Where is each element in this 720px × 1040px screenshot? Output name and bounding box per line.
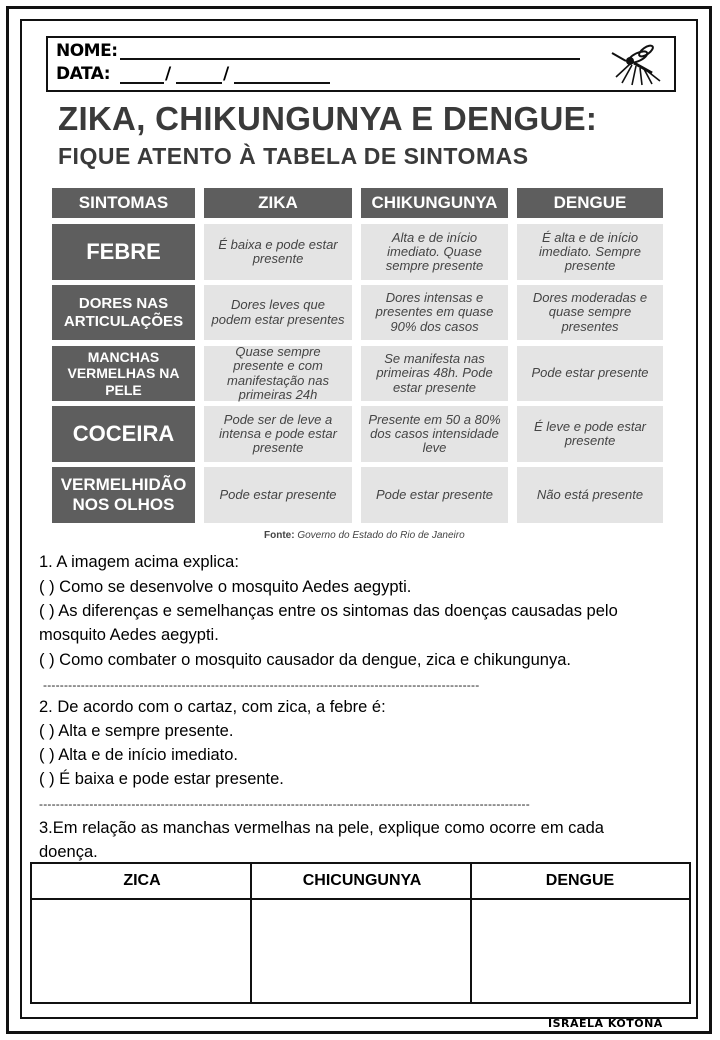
row-header-vermelhidao-olhos: VERMELHIDÃO NOS OLHOS — [52, 467, 195, 523]
answer-cell-zica[interactable] — [32, 900, 250, 1002]
cell-febre-zika: É baixa e pode estar presente — [204, 224, 352, 280]
question-1-option-a[interactable]: ( ) Como se desenvolve o mosquito Aedes aegypti. — [39, 578, 412, 596]
col-header-chikungunya: CHIKUNGUNYA — [361, 188, 508, 218]
separator-1: -------------------------------------------------------------------------------------------------------- — [43, 678, 480, 692]
cell-coceira-dengue: É leve e pode estar presente — [517, 406, 663, 462]
poster-subtitle: FIQUE ATENTO À TABELA DE SINTOMAS — [58, 143, 529, 169]
date-label: DATA: — [56, 64, 110, 84]
author-signature: ISRAELA KOTONA — [548, 1017, 663, 1030]
mosquito-icon — [608, 39, 664, 87]
separator-2: --------------------------------------------------------------------------------------------------------------------- — [39, 797, 530, 811]
col-header-zika: ZIKA — [204, 188, 352, 218]
question-1-option-b[interactable]: ( ) As diferenças e semelhanças entre os sintomas das doenças causadas pelo — [39, 602, 618, 620]
date-slash-2: / — [223, 64, 230, 84]
name-line[interactable] — [120, 58, 580, 60]
answer-header-zica: ZICA — [123, 872, 161, 889]
question-2: 2. De acordo com o cartaz, com zica, a febre é: — [39, 698, 386, 716]
question-2-option-a[interactable]: ( ) Alta e sempre presente. — [39, 722, 234, 740]
source-text: Governo do Estado do Rio de Janeiro — [297, 530, 465, 541]
row-header-manchas-vermelhas: MANCHAS VERMELHAS NA PELE — [52, 346, 195, 401]
date-year-line[interactable] — [234, 82, 330, 84]
cell-dores-zika: Dores leves que podem estar presentes — [204, 285, 352, 340]
answer-cell-chicungunya[interactable] — [252, 900, 470, 1002]
date-slash-1: / — [165, 64, 172, 84]
question-1-option-b-continuation: mosquito Aedes aegypti. — [39, 626, 219, 644]
answer-header-chicungunya: CHICUNGUNYA — [302, 872, 422, 889]
question-3-continuation: doença. — [39, 843, 98, 861]
answer-table — [30, 862, 691, 1004]
answer-header-dengue: DENGUE — [545, 872, 615, 889]
name-date-header — [46, 36, 676, 92]
source-label: Fonte: — [264, 530, 295, 541]
question-2-option-c[interactable]: ( ) É baixa e pode estar presente. — [39, 770, 284, 788]
cell-olhos-chikungunya: Pode estar presente — [361, 467, 508, 523]
cell-dores-chikungunya: Dores intensas e presentes em quase 90% dos casos — [361, 285, 508, 340]
date-day-line[interactable] — [120, 82, 164, 84]
answer-cell-dengue[interactable] — [472, 900, 689, 1002]
cell-manchas-dengue: Pode estar presente — [517, 346, 663, 401]
poster-title: ZIKA, CHIKUNGUNYA E DENGUE: — [58, 100, 598, 137]
col-header-sintomas: SINTOMAS — [52, 188, 195, 218]
question-1: 1. A imagem acima explica: — [39, 553, 239, 571]
date-month-line[interactable] — [176, 82, 222, 84]
cell-manchas-zika: Quase sempre presente e com manifestação nas primeiras 24h — [204, 346, 352, 401]
poster-source — [264, 530, 465, 541]
question-3: 3.Em relação as manchas vermelhas na pele, explique como ocorre em cada — [39, 819, 604, 837]
cell-febre-dengue: É alta e de início imediato. Sempre presente — [517, 224, 663, 280]
cell-febre-chikungunya: Alta e de início imediato. Quase sempre presente — [361, 224, 508, 280]
question-2-option-b[interactable]: ( ) Alta e de início imediato. — [39, 746, 239, 764]
cell-olhos-dengue: Não está presente — [517, 467, 663, 523]
name-label: NOME: — [56, 41, 118, 61]
cell-olhos-zika: Pode estar presente — [204, 467, 352, 523]
row-header-coceira: COCEIRA — [52, 406, 195, 462]
cell-coceira-zika: Pode ser de leve a intensa e pode estar presente — [204, 406, 352, 462]
col-header-dengue: DENGUE — [517, 188, 663, 218]
row-header-dores-articulacoes: DORES NAS ARTICULAÇÕES — [52, 285, 195, 340]
cell-coceira-chikungunya: Presente em 50 a 80% dos casos intensidade leve — [361, 406, 508, 462]
cell-manchas-chikungunya: Se manifesta nas primeiras 48h. Pode estar presente — [361, 346, 508, 401]
cell-dores-dengue: Dores moderadas e quase sempre presentes — [517, 285, 663, 340]
row-header-febre: FEBRE — [52, 224, 195, 280]
question-1-option-c[interactable]: ( ) Como combater o mosquito causador da dengue, zica e chikungunya. — [39, 651, 571, 669]
